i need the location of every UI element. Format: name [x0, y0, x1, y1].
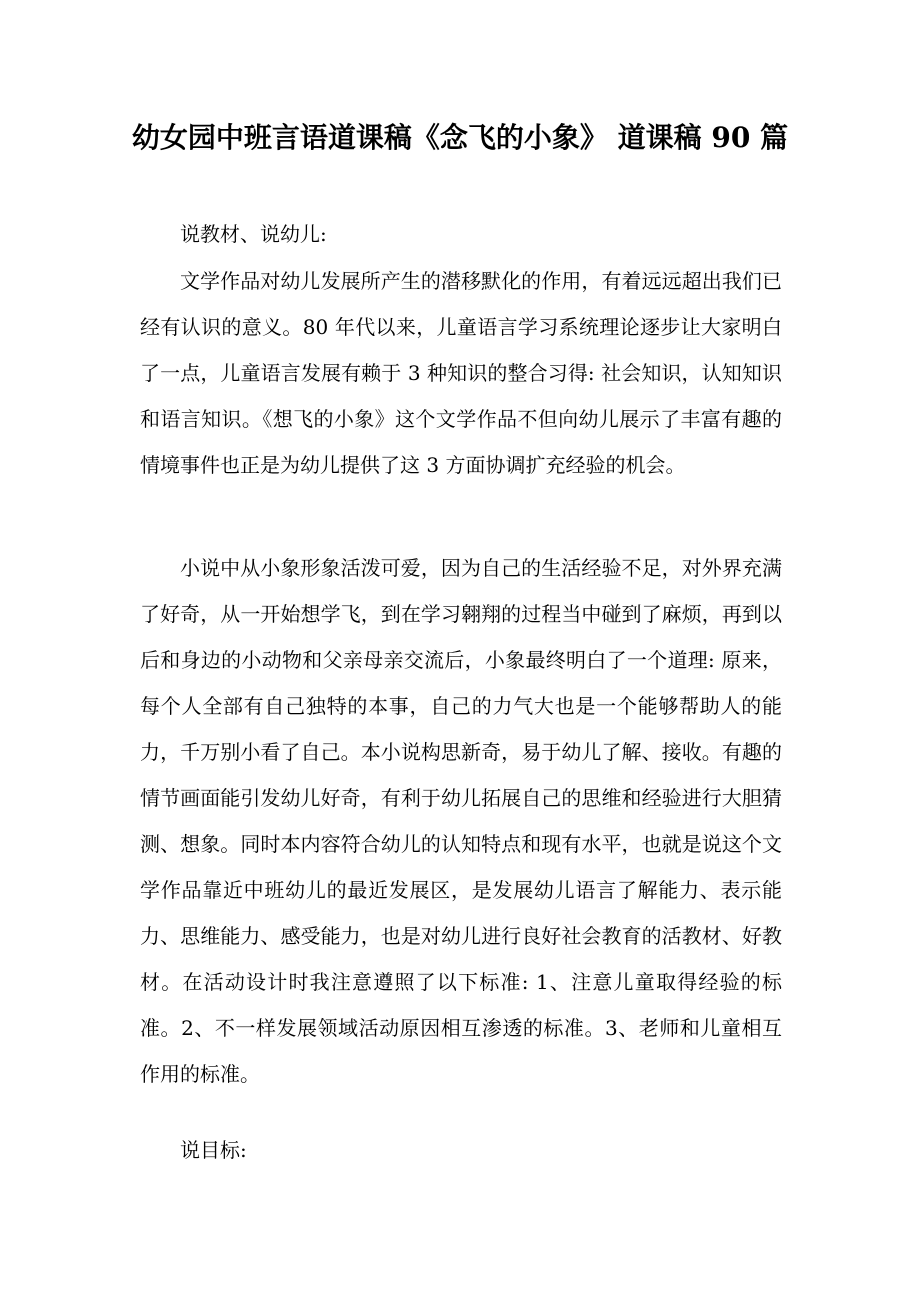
document-title: 幼女园中班言语道课稿《念飞的小象》 道课稿 90 篇 [131, 121, 789, 154]
paragraph-literature-significance: 文学作品对幼儿发展所产生的潜移默化的作用，有着远远超出我们已经有认识的意义。80 年代以来，儿童语言学习系统理论逐步让大家明白了一点，儿童语言发展有赖于 3 种知识的整合习得: 社会知识，认知知识和语言知识。《想飞的小象》这个文学作品不但向幼儿展示了丰富有趣的情境事件也正是为幼儿提供了这 3 方面协调扩充经验的机会。 [140, 269, 782, 477]
section-heading-teaching-material: 说教材、说幼儿: [180, 222, 327, 246]
section-heading-objectives: 说目标: [180, 1138, 247, 1162]
paragraph-story-analysis: 小说中从小象形象活泼可爱，因为自己的生活经验不足，对外界充满了好奇，从一开始想学飞，到在学习翱翔的过程当中碰到了麻烦，再到以后和身边的小动物和父亲母亲交流后，小象最终明白了一个道理: 原来，每个人全部有自己独特的本事，自己的力气大也是一个能够帮助人的能力，千万别小看了自己。本小说构思新奇，易于幼儿了解、接收。有趣的情节画面能引发幼儿好奇，有利于幼儿拓展自己的思维和经验进行大胆猜测、想象。同时本内容符合幼儿的认知特点和现有水平，也就是说这个文学作品靠近中班幼儿的最近发展区，是发展幼儿语言了解能力、表示能力、思维能力、感受能力，也是对幼儿进行良好社会教育的活教材、好教材。在活动设计时我注意遵照了以下标准: 1、注意儿童取得经验的标准。2、不一样发展领域活动原因相互渗透的标准。3、老师和儿童相互作用的标准。 [140, 556, 782, 1086]
